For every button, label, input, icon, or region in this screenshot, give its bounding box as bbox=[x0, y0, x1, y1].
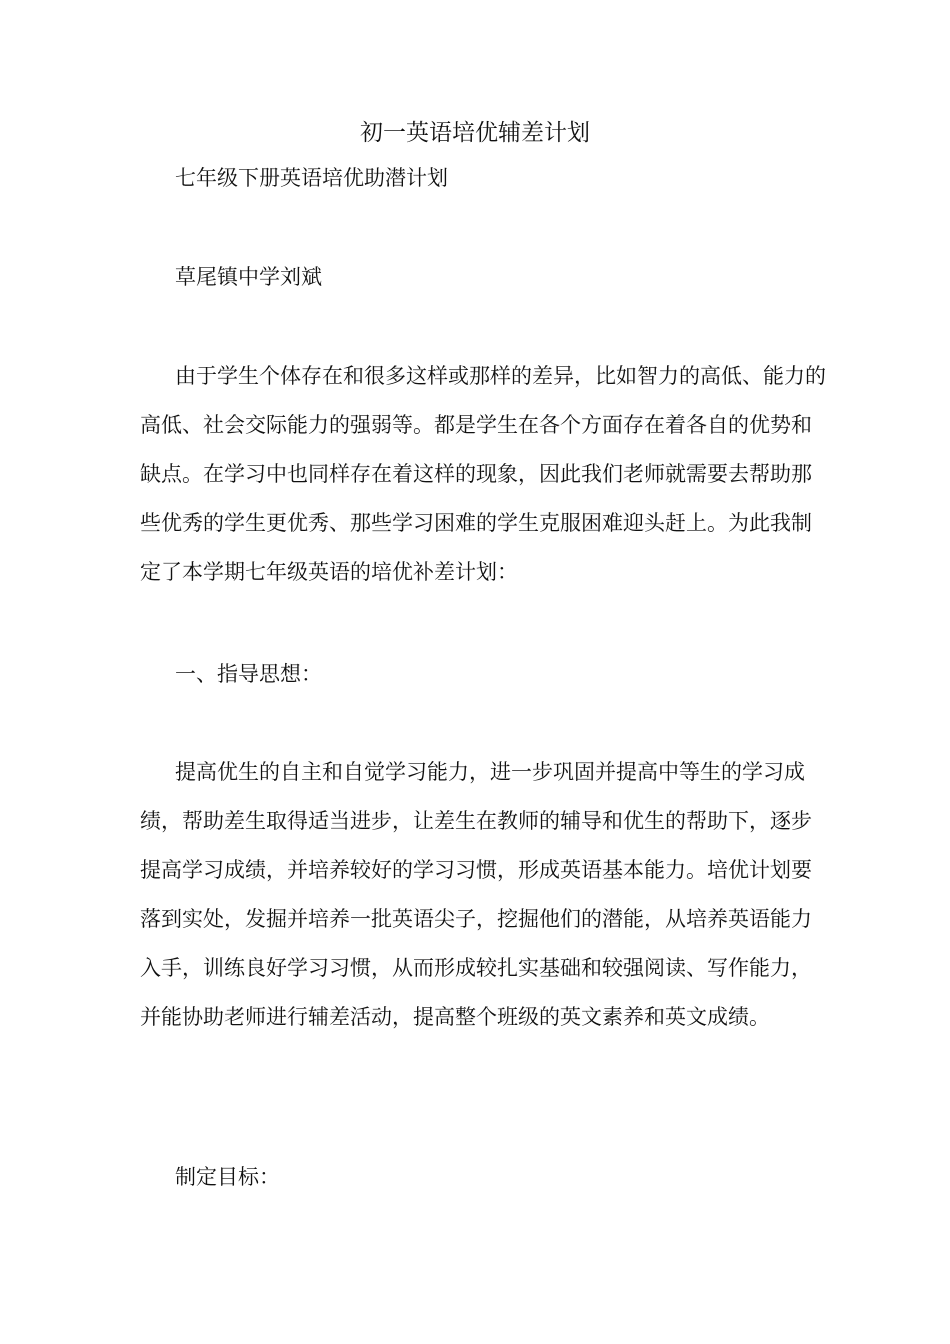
document-subtitle: 七年级下册英语培优助潜计划 bbox=[175, 166, 448, 190]
intro-paragraph: 由于学生个体存在和很多这样或那样的差异，比如智力的高低、能力的高低、社会交际能力的强弱等。都是学生在各个方面存在着各自的优势和缺点。在学习中也同样存在着这样的现象，因此我们老师就需要去帮助那些优秀的学生更优秀、那些学习困难的学生克服困难迎头赶上。为此我制定了本学期七年级英语的培优补差计划： bbox=[140, 364, 826, 584]
author-line: 草尾镇中学刘斌 bbox=[175, 265, 322, 289]
section-heading-goals: 制定目标： bbox=[175, 1165, 280, 1189]
guiding-thought-paragraph: 提高优生的自主和自觉学习能力，进一步巩固并提高中等生的学习成绩，帮助差生取得适当进步，让差生在教师的辅导和优生的帮助下，逐步提高学习成绩，并培养较好的学习习惯，形成英语基本能力。培优计划要落到实处，发掘并培养一批英语尖子，挖掘他们的潜能，从培养英语能力入手，训练良好学习习惯，从而形成较扎实基础和较强阅读、写作能力，并能协助老师进行辅差活动，提高整个班级的英文素养和英文成绩。 bbox=[140, 760, 812, 1029]
document-title: 初一英语培优辅差计划 bbox=[360, 120, 590, 146]
section-heading-guiding-thought: 一、指导思想： bbox=[175, 662, 322, 686]
